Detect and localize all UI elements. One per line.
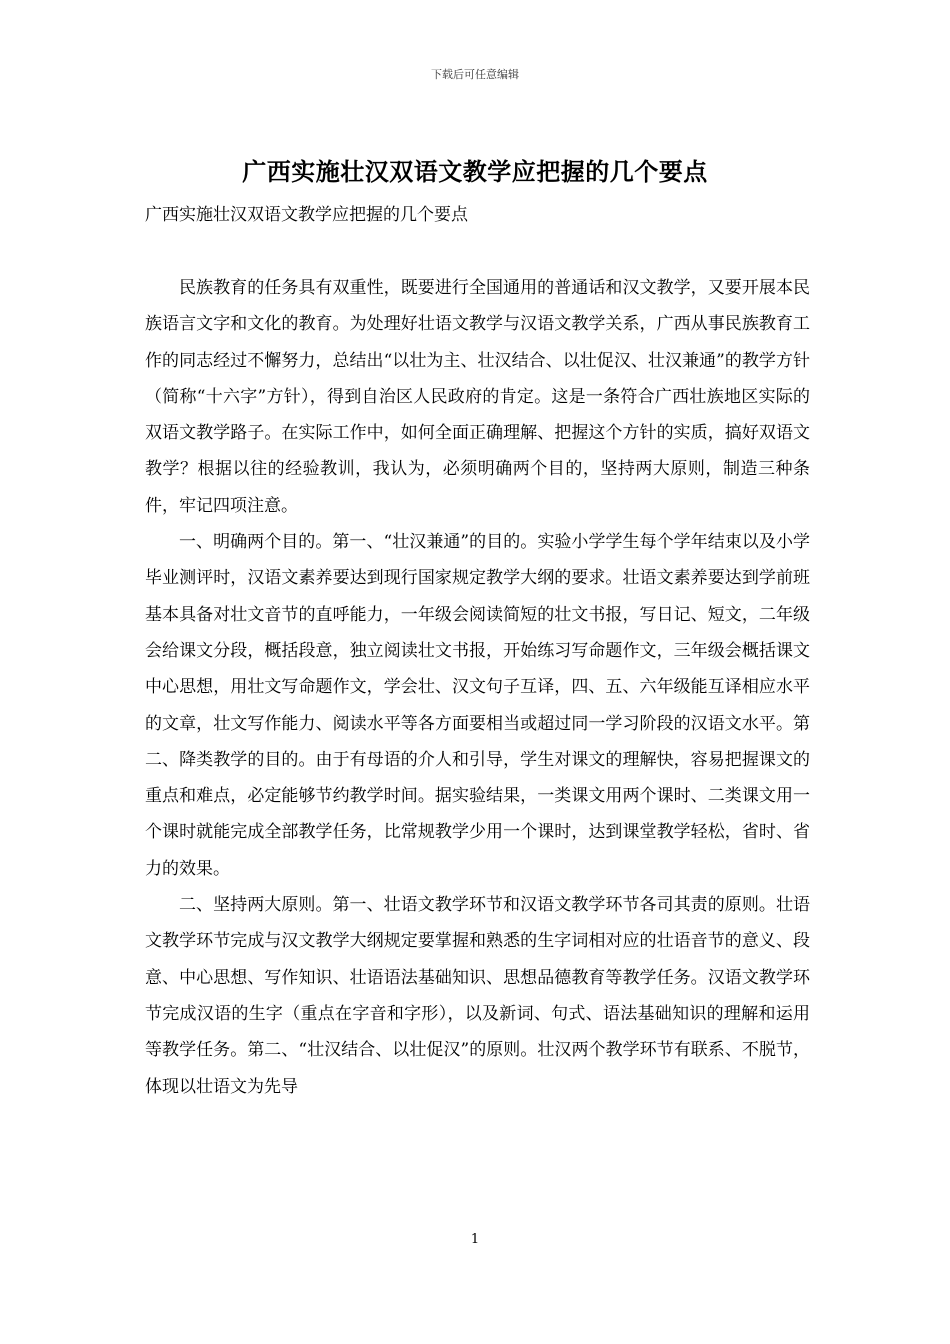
paragraph-intro: 民族教育的任务具有双重性，既要进行全国通用的普通话和汉文教学，又要开展本民族语言文字和文化的教育。为处理好壮语文教学与汉语文教学关系，广西从事民族教育工作的同志经过不懈努力，总结出“以壮为主、壮汉结合、以壮促汉、壮汉兼通”的教学方针（简称“十六字”方针），得到自治区人民政府的肯定。这是一条符合广西壮族地区实际的双语文教学路子。在实际工作中，如何全面正确理解、把握这个方针的实质，搞好双语文教学？根据以往的经验教训，我认为，必须明确两个目的，坚持两大原则，制造三种条件，牢记四项注意。 [145,278,810,516]
paragraph-section-one: 一、明确两个目的。第一、“壮汉兼通”的目的。实验小学学生每个学年结束以及小学毕业测评时，汉语文素养要达到现行国家规定教学大纲的要求。壮语文素养要达到学前班基本具备对壮文音节的直呼能力，一年级会阅读简短的壮文书报，写日记、短文，二年级会给课文分段，概括段意，独立阅读壮文书报，开始练习写命题作文，三年级会概括课文中心思想，用壮文写命题作文，学会壮、汉文句子互译，四、五、六年级能互译相应水平的文章，壮文写作能力、阅读水平等各方面要相当或超过同一学习阶段的汉语文水平。第二、降类教学的目的。由于有母语的介人和引导，学生对课文的理解快，容易把握课文的重点和难点，必定能够节约教学时间。据实验结果，一类课文用两个课时、二类课文用一个课时就能完成全部教学任务，比常规教学少用一个课时，达到课堂教学轻松，省时、省力的效果。 [145,532,810,879]
document-body [145,270,810,1105]
document-title: 广西实施壮汉双语文教学应把握的几个要点 [242,157,708,186]
page-number: 1 [470,1232,480,1247]
header-note: 下载后可任意编辑 [431,68,519,81]
paragraph-section-two: 二、坚持两大原则。第一、壮语文教学环节和汉语文教学环节各司其责的原则。壮语文教学环节完成与汉文教学大纲规定要掌握和熟悉的生字词相对应的壮语音节的意义、段意、中心思想、写作知识、壮语语法基础知识、思想品德教育等教学任务。汉语文教学环节完成汉语的生字（重点在字音和字形），以及新词、句式、语法基础知识的理解和运用等教学任务。第二、“壮汉结合、以壮促汉”的原则。壮汉两个教学环节有联系、不脱节，体现以壮语文为先导 [145,895,810,1097]
document-subtitle: 广西实施壮汉双语文教学应把握的几个要点 [145,205,468,225]
